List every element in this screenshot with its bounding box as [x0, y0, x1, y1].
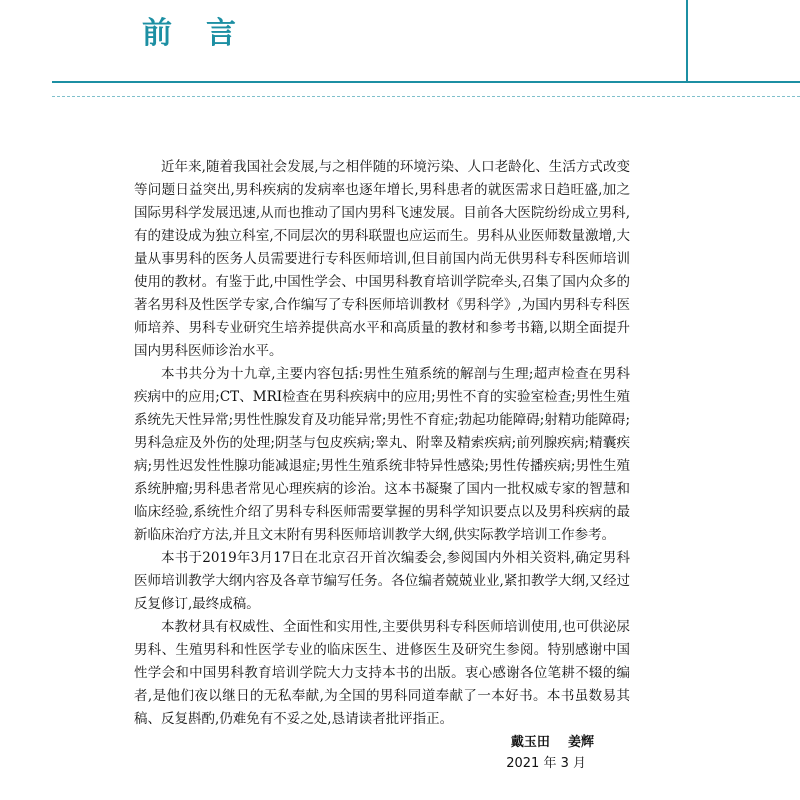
header-vertical-rule: [686, 0, 688, 82]
preface-body: [134, 156, 630, 731]
paragraph-3: 本书于2019年3月17日在北京召开首次编委会,参阅国内外相关资料,确定男科医师培训教学大纲内容及各章节编写任务。各位编者兢兢业业,紧扣教学大纲,又经过反复修订,最终成稿。: [134, 550, 630, 612]
page-title: 前言: [142, 16, 270, 51]
header-dashed-rule: [52, 96, 800, 97]
paragraph-2: 本书共分为十九章,主要内容包括:男性生殖系统的解剖与生理;超声检查在男科疾病中的应用;CT、MRI检查在男科疾病中的应用;男性不育的实验室检查;男性生殖系统先天性异常;男性性腺发育及功能异常;男性不育症;勃起功能障碍;射精功能障碍;男科急症及外伤的处理;阴茎与包皮疾病;睾丸、附睾及精索疾病;前列腺疾病;精囊疾病;男性迟发性性腺功能减退症;男性生殖系统非特异性感染;男性传播疾病;男性生殖系统肿瘤;男科患者常见心理疾病的诊治。这本书凝聚了国内一批权威专家的智慧和临床经验,系统性介绍了男科专科医师需要掌握的男科学知识要点以及男科疾病的最新临床治疗方法,并且文末附有男科医师培训教学大纲,供实际教学培训工作参考。: [134, 366, 630, 543]
paragraph-4: 本教材具有权威性、全面性和实用性,主要供男科专科医师培训使用,也可供泌尿男科、生殖男科和性医学专业的临床医生、进修医生及研究生参阅。特别感谢中国性学会和中国男科教育培训学院大力支持本书的出版。衷心感谢各位笔耕不辍的编者,是他们夜以继日的无私奉献,为全国的男科同道奉献了一本好书。本书虽数易其稿、反复斟酌,仍难免有不妥之处,恳请读者批评指正。: [134, 619, 630, 727]
signature-date: 2021 年 3 月: [506, 756, 586, 771]
paragraph-1: 近年来,随着我国社会发展,与之相伴随的环境污染、人口老龄化、生活方式改变等问题日益突出,男科疾病的发病率也逐年增长,男科患者的就医需求日趋旺盛,加之国际男科学发展迅速,从而也推动了国内男科飞速发展。目前各大医院纷纷成立男科,有的建设成为独立科室,不同层次的男科联盟也应运而生。男科从业医师数量激增,大量从事男科的医务人员需要进行专科医师培训,但目前国内尚无供男科专科医师培训使用的教材。有鉴于此,中国性学会、中国男科教育培训学院牵头,召集了国内众多的著名男科及性医学专家,合作编写了专科医师培训教材《男科学》,为国内男科专科医师培养、男科专业研究生培养提供高水平和高质量的教材和参考书籍,以期全面提升国内男科医师诊治水平。: [134, 159, 630, 359]
header-rule: [52, 81, 800, 83]
author-signature: 戴玉田 姜辉: [510, 735, 594, 750]
